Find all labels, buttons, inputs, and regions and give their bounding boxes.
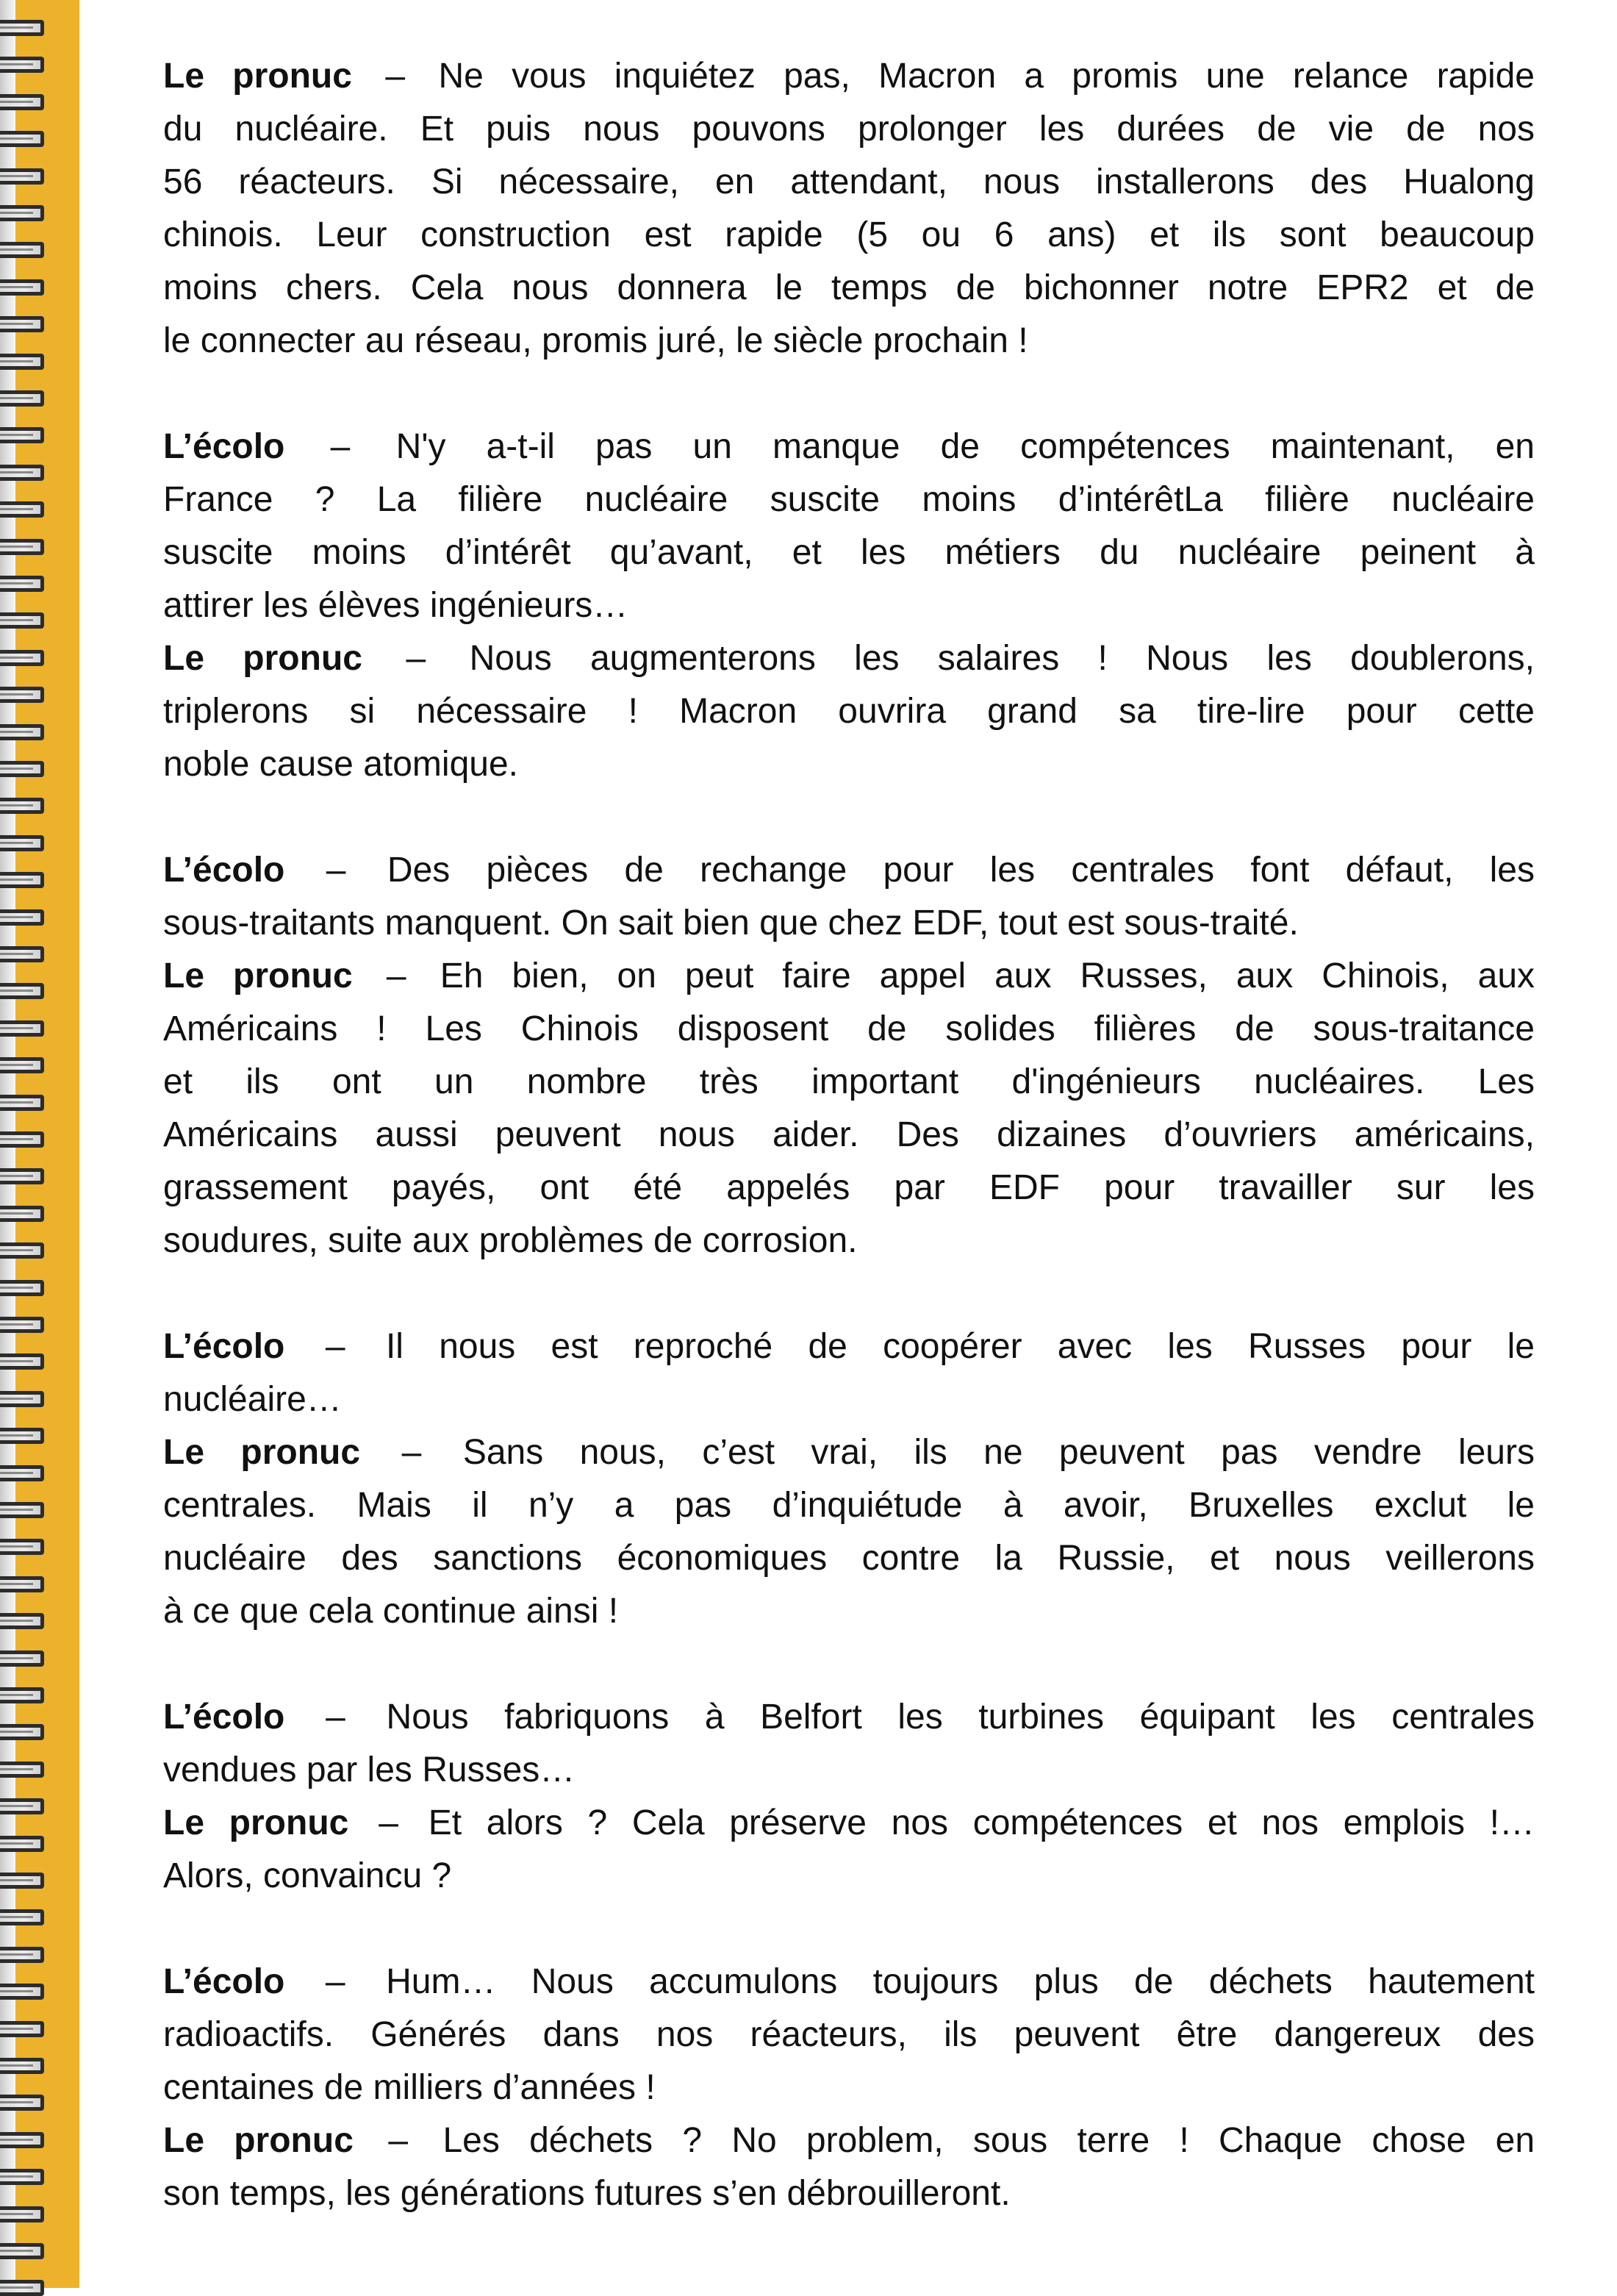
line-text: centaines de milliers d’années ! <box>163 2068 656 2107</box>
text-line <box>163 738 1535 791</box>
text-line <box>163 2114 1535 2167</box>
text-line <box>163 1003 1535 1056</box>
text-line <box>163 421 1535 473</box>
dialogue-exchange <box>163 421 1535 791</box>
dash-separator: – <box>406 639 426 678</box>
binding-ring-icon <box>0 57 44 73</box>
binding-ring-icon <box>0 1909 44 1925</box>
binding-ring-icon <box>0 94 44 110</box>
line-text: France ? La filière nucléaire suscite moins d’intérêtLa filière nucléaire <box>163 480 1535 519</box>
text-line <box>163 1479 1535 1532</box>
text-line <box>163 1056 1535 1109</box>
binding-ring-icon <box>0 1984 44 2000</box>
binding-ring-icon <box>0 1724 44 1740</box>
speech-pronuc <box>163 50 1535 368</box>
line-text: nucléaire… <box>163 1380 342 1419</box>
line-text: moins chers. Cela nous donnera le temps de bichonner notre EPR2 et de <box>163 268 1535 307</box>
speaker-name: Le pronuc <box>163 1803 349 1842</box>
binding-ring-icon <box>0 1353 44 1370</box>
dash-separator: – <box>379 1803 398 1842</box>
dash-separator: – <box>325 1327 345 1366</box>
line-text: Alors, convaincu ? <box>163 1856 452 1895</box>
binding-ring-icon <box>0 1131 44 1148</box>
speech-ecolo <box>163 1956 1535 2114</box>
binding-ring-icon <box>0 427 44 443</box>
line-text: à ce que cela continue ainsi ! <box>163 1592 619 1631</box>
line-text: Nous augmenterons les salaires ! Nous les doublerons, <box>469 639 1535 678</box>
text-line <box>163 2009 1535 2061</box>
binding-ring-icon <box>0 1687 44 1703</box>
text-line <box>163 844 1535 897</box>
text-line <box>163 473 1535 526</box>
binding-ring-icon <box>0 1206 44 1222</box>
text-line <box>163 2061 1535 2114</box>
line-text: soudures, suite aux problèmes de corrosion. <box>163 1221 858 1260</box>
dialogue-page <box>163 50 1535 2273</box>
dash-separator: – <box>401 1433 422 1472</box>
text-line <box>163 1691 1535 1744</box>
binding-ring-icon <box>0 576 44 592</box>
text-line <box>163 1215 1535 1267</box>
dialogue-exchange <box>163 844 1535 1267</box>
line-text: Ne vous inquiétez pas, Macron a promis une relance rapide <box>438 57 1535 96</box>
binding-ring-icon <box>0 2169 44 2185</box>
binding-ring-icon <box>0 835 44 851</box>
text-line <box>163 103 1535 156</box>
speech-pronuc <box>163 1797 1535 1903</box>
line-text: grassement payés, ont été appelés par EDF pour travailler sur les <box>163 1168 1535 1207</box>
spiral-binding-strip <box>0 0 79 2288</box>
line-text: sous-traitants manquent. On sait bien que chez EDF, tout est sous-traité. <box>163 904 1299 943</box>
line-text: triplerons si nécessaire ! Macron ouvrira grand sa tire-lire pour cette <box>163 692 1535 731</box>
speaker-name: L’écolo <box>163 427 285 466</box>
binding-ring-icon <box>0 1836 44 1852</box>
binding-ring-icon <box>0 1798 44 1814</box>
binding-ring-icon <box>0 761 44 777</box>
text-line <box>163 1162 1535 1215</box>
binding-ring-icon <box>0 1613 44 1629</box>
binding-ring-icon <box>0 1576 44 1592</box>
dash-separator: – <box>325 1962 345 2001</box>
binding-ring-icon <box>0 2058 44 2074</box>
text-line <box>163 2167 1535 2220</box>
line-text: Il nous est reproché de coopérer avec les Russes pour le <box>385 1327 1535 1366</box>
binding-ring-icon <box>0 909 44 926</box>
line-text: Et alors ? Cela préserve nos compétences et nos emplois !… <box>428 1803 1535 1842</box>
line-text: son temps, les générations futures s’en débrouilleront. <box>163 2174 1011 2213</box>
speech-pronuc <box>163 2114 1535 2220</box>
line-text: Américains ! Les Chinois disposent de solides filières de sous-traitance <box>163 1009 1535 1048</box>
text-line <box>163 1320 1535 1373</box>
line-text: du nucléaire. Et puis nous pouvons prolonger les durées de vie de nos <box>163 110 1535 149</box>
binding-ring-icon <box>0 501 44 518</box>
line-text: radioactifs. Générés dans nos réacteurs, ils peuvent être dangereux des <box>163 2015 1535 2054</box>
text-line <box>163 579 1535 632</box>
text-line <box>163 1373 1535 1426</box>
line-text: 56 réacteurs. Si nécessaire, en attendant, nous installerons des Hualong <box>163 162 1535 201</box>
text-line <box>163 50 1535 103</box>
dash-separator: – <box>388 2121 409 2160</box>
binding-ring-icon <box>0 1280 44 1296</box>
speaker-name: Le pronuc <box>163 1433 361 1472</box>
text-line <box>163 685 1535 738</box>
line-text: attirer les élèves ingénieurs… <box>163 586 628 625</box>
binding-ring-icon <box>0 1651 44 1667</box>
binding-ring-icon <box>0 872 44 888</box>
dash-separator: – <box>385 57 406 96</box>
line-text: Américains aussi peuvent nous aider. Des dizaines d’ouvriers américains, <box>163 1115 1535 1154</box>
text-line <box>163 1956 1535 2009</box>
line-text: suscite moins d’intérêt qu’avant, et les métiers du nucléaire peinent à <box>163 533 1535 572</box>
speaker-name: L’écolo <box>163 851 285 890</box>
dash-separator: – <box>326 851 346 890</box>
text-line <box>163 1744 1535 1797</box>
speaker-name: Le pronuc <box>163 57 352 96</box>
binding-ring-icon <box>0 724 44 740</box>
line-text: N'y a-t-il pas un manque de compétences maintenant, en <box>395 427 1535 466</box>
dialogue-exchange <box>163 50 1535 368</box>
line-text: Sans nous, c’est vrai, ils ne peuvent pas vendre leurs <box>462 1433 1535 1472</box>
binding-ring-icon <box>0 279 44 296</box>
speech-pronuc <box>163 1426 1535 1638</box>
text-line <box>163 1532 1535 1585</box>
speech-ecolo <box>163 1691 1535 1797</box>
speaker-name: Le pronuc <box>163 639 362 678</box>
text-line <box>163 262 1535 315</box>
binding-ring-icon <box>0 650 44 666</box>
speaker-name: L’écolo <box>163 1327 285 1366</box>
binding-ring-icon <box>0 1317 44 1333</box>
dialogue-exchange <box>163 1320 1535 1638</box>
speaker-name: L’écolo <box>163 1698 285 1737</box>
binding-ring-icon <box>0 798 44 814</box>
binding-ring-icon <box>0 687 44 703</box>
binding-ring-icon <box>0 205 44 221</box>
speaker-name: L’écolo <box>163 1962 285 2001</box>
binding-ring-icon <box>0 131 44 147</box>
line-text: chinois. Leur construction est rapide (5 ou 6 ans) et ils sont beaucoup <box>163 215 1535 254</box>
text-line <box>163 526 1535 579</box>
text-line <box>163 1585 1535 1638</box>
line-text: Les déchets ? No problem, sous terre ! Chaque chose en <box>442 2121 1535 2160</box>
text-line <box>163 156 1535 209</box>
text-line <box>163 632 1535 685</box>
speech-pronuc <box>163 632 1535 791</box>
line-text: le connecter au réseau, promis juré, le siècle prochain ! <box>163 321 1028 360</box>
text-line <box>163 209 1535 262</box>
binding-ring-icon <box>0 1947 44 1963</box>
binding-ring-icon <box>0 242 44 258</box>
binding-ring-icon <box>0 983 44 999</box>
binding-ring-icon <box>0 946 44 962</box>
binding-ring-icon <box>0 2280 44 2296</box>
speech-ecolo <box>163 421 1535 632</box>
binding-ring-icon <box>0 1428 44 1444</box>
binding-ring-icon <box>0 465 44 481</box>
dialogue-exchange <box>163 1691 1535 1903</box>
text-line <box>163 315 1535 368</box>
dash-separator: – <box>326 1698 345 1737</box>
speech-ecolo <box>163 1320 1535 1426</box>
line-text: nucléaire des sanctions économiques contre la Russie, et nous veillerons <box>163 1539 1535 1578</box>
binding-ring-icon <box>0 1539 44 1555</box>
binding-ring-icon <box>0 20 44 36</box>
line-text: et ils ont un nombre très important d'ingénieurs nucléaires. Les <box>163 1062 1535 1101</box>
line-text: Eh bien, on peut faire appel aux Russes, aux Chinois, aux <box>440 956 1535 995</box>
speech-ecolo <box>163 844 1535 950</box>
text-line <box>163 897 1535 950</box>
binding-ring-icon <box>0 1502 44 1518</box>
dash-separator: – <box>330 427 351 466</box>
text-line <box>163 1797 1535 1850</box>
binding-ring-icon <box>0 1057 44 1073</box>
line-text: noble cause atomique. <box>163 745 518 784</box>
binding-ring-icon <box>0 1095 44 1111</box>
binding-ring-icon <box>0 1762 44 1778</box>
line-text: Des pièces de rechange pour les centrales font défaut, les <box>387 851 1535 890</box>
binding-ring-icon <box>0 2243 44 2259</box>
binding-ring-icon <box>0 2095 44 2111</box>
binding-ring-icon <box>0 2206 44 2222</box>
binding-ring-icon <box>0 612 44 629</box>
binding-ring-icon <box>0 1020 44 1037</box>
text-line <box>163 1426 1535 1479</box>
text-line <box>163 1850 1535 1903</box>
binding-ring-icon <box>0 168 44 185</box>
line-text: centrales. Mais il n’y a pas d’inquiétude à avoir, Bruxelles exclut le <box>163 1486 1535 1525</box>
binding-ring-icon <box>0 316 44 332</box>
binding-ring-icon <box>0 2132 44 2148</box>
binding-ring-icon <box>0 1873 44 1889</box>
text-line <box>163 950 1535 1003</box>
line-text: Hum… Nous accumulons toujours plus de déchets hautement <box>386 1962 1535 2001</box>
binding-ring-icon <box>0 354 44 370</box>
binding-ring-icon <box>0 1242 44 1259</box>
speech-pronuc <box>163 950 1535 1267</box>
line-text: Nous fabriquons à Belfort les turbines équipant les centrales <box>386 1698 1535 1737</box>
speaker-name: Le pronuc <box>163 956 353 995</box>
text-line <box>163 1109 1535 1162</box>
dash-separator: – <box>386 956 406 995</box>
binding-ring-icon <box>0 1465 44 1481</box>
line-text: vendues par les Russes… <box>163 1750 576 1789</box>
dialogue-exchange <box>163 1956 1535 2220</box>
binding-ring-icon <box>0 539 44 555</box>
binding-ring-icon <box>0 390 44 407</box>
binding-ring-icon <box>0 1168 44 1184</box>
binding-ring-icon <box>0 2021 44 2037</box>
speaker-name: Le pronuc <box>163 2121 354 2160</box>
binding-ring-icon <box>0 1391 44 1407</box>
